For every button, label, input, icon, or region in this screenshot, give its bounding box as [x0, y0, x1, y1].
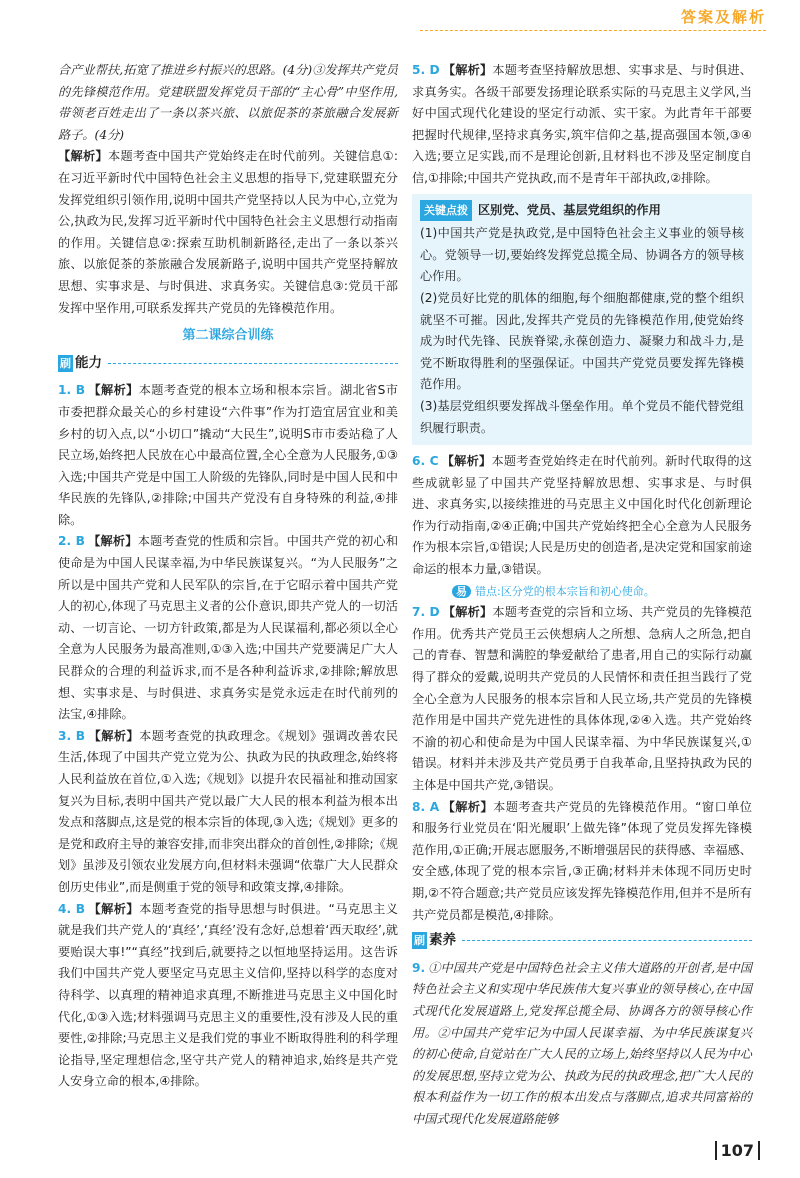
q8-text: 本题考查共产党员的先锋模范作用。“窗口单位和服务行业党员在‘阳光履职’上做先锋”体现了党员发挥先锋模范作用,①正确;开展志愿服务,不断增强居民的获得感、幸福感、安全感,体现了党的根本宗旨,③正确;材料并未体现不同历史时期,②不符合题意;共产党员应该发挥先锋模范作用,但并不是所有共产党员都是模范,④排除。 — [412, 799, 752, 922]
q1-number: 1. B — [58, 383, 86, 398]
question-1 — [58, 380, 398, 531]
q7-text: 本题考查党的宗旨和立场、共产党员的先锋模范作用。优秀共产党员王云侠想病人之所想、急病人之所急,把自己的青春、智慧和满腔的挚爱献给了患者,用自己的实际行动赢得了群众的爱戴,说明共产党员的人民情怀和责任担当践行了党全心全意为人民服务的根本宗旨和人民立场,共产党员的先锋模范作用是中国共产党先进性的具体体现,②④入选。共产党始终不渝的初心和使命是为中国人民谋幸福、为中华民族谋复兴,①错误。材料并未涉及共产党员勇于自我革命,且坚持执政为民的主体是中国共产党,③错误。 — [412, 605, 752, 792]
q7-tag: 【解析】 — [442, 605, 493, 620]
q6-text: 本题考查党始终走在时代前列。新时代取得的这些成就彰显了中国共产党坚持解放思想、实事求是、与时俱进、求真务实,以接续推进的马克思主义中国化时代化创新理论作为行动指南,②④正确;中国共产党始终把全心全意为人民服务作为根本宗旨,①错误;人民是历史的创造者,是决定党和国家前途命运的根本力量,③错误。 — [412, 454, 752, 577]
q5-tag: 【解析】 — [442, 63, 493, 77]
brush-icon: 刷 — [60, 357, 71, 371]
q1-text: 本题考查党的根本立场和根本宗旨。湖北省S市市委把群众最关心的乡村建设“六件事”作为打造宜居宜业和美乡村的切入点,以“小切口”撬动“大民生”,说明S市市委站稳了人民立场,始终把人民放在心中最高位置,全心全意为人民服务,①③入选;中国共产党是中国工人阶级的先锋队,同时是中国人民和中华民族的先锋队,②排除;中国共产党没有自身特殊的利益,④排除。 — [58, 383, 398, 527]
header-title: 答案及解析 — [680, 8, 766, 26]
header-divider — [420, 30, 766, 31]
q2-text: 本题考查党的性质和宗旨。中国共产党的初心和使命是为中国人民谋幸福,为中华民族谋复兴。“为人民服务”之所以是中国共产党和人民军队的宗旨,在于它昭示着中国共产党人的初心,体现了马克思主义者的公仆意识,即共产党人的一切活动、一切言论、一切方针政策,都是为人民谋福利,都必须以全心全意为人民服务为最高准则,①③入选;中国共产党要满足广大人民群众的合理的利益诉求,而不是各种利益诉求,②排除;解放思想、实事求是、与时俱进、求真务实是党永远走在时代前列的法宝,④排除。 — [58, 534, 399, 722]
q4-tag: 【解析】 — [88, 901, 140, 916]
left-column — [58, 60, 398, 1093]
easy-error-icon: 易 — [452, 585, 471, 598]
q8-number: 8. A — [412, 799, 440, 814]
page-number — [715, 1141, 760, 1160]
q4-text: 本题考查党的指导思想与时俱进。“马克思主义就是我们共产党人的‘真经’,‘真经’没有念好,总想着‘西天取经’,就要贻误大事!”“真经”找到后,就要持之以恒地坚持运用。这告诉我们中国共产党人要坚定马克思主义信仰,坚持以科学的态度对待科学、以真理的精神追求真理,不断推进马克思主义中国化时代化,①③入选;材料强调马克思主义的重要性,没有涉及人民的重要性,②排除;马克思主义是我们党的事业不断取得胜利的科学理论指导,坚定理想信念,坚守共产党人的精神追求,始终是共产党人安身立命的根本,④排除。 — [58, 901, 398, 1089]
question-4 — [58, 899, 398, 1093]
right-column — [412, 60, 752, 1131]
q6-number: 6. C — [412, 454, 439, 469]
analysis-tag: 【解析】 — [58, 149, 108, 164]
dashed-divider — [108, 363, 398, 364]
literacy-title: 素养 — [429, 932, 456, 949]
dashed-divider — [462, 940, 752, 941]
q9-text: ①中国共产党是中国特色社会主义伟大道路的开创者,是中国特色社会主义和实现中华民族伟大复兴事业的领导核心,在中国式现代化发展道路上,党发挥总揽全局、协调各方的领导核心作用。②中国共产党牢记为中国人民谋幸福、为中华民族谋复兴的初心使命,自觉站在广大人民的立场上,始终坚持以人民为中心的发展思想,坚持立党为公、执政为民的执政理念,把广大人民的根本利益作为一切工作的根本出发点与落脚点,追求共同富裕的中国式现代化发展道路能够 — [412, 960, 752, 1126]
key-point-label: 关键点拨 — [420, 200, 472, 222]
key-point-box — [412, 194, 752, 446]
easy-error-note — [452, 581, 752, 603]
ability-title: 能力 — [75, 354, 102, 371]
brush-icon: 刷 — [414, 934, 425, 948]
key-point-1: (1)中国共产党是执政党,是中国特色社会主义事业的领导核心。党领导一切,要始终发挥党总揽全局、协调各方的领导核心作用。 — [420, 226, 744, 284]
q2-number: 2. B — [58, 534, 85, 549]
literacy-header — [412, 930, 752, 952]
key-point-3: (3)基层党组织要发挥战斗堡垒作用。单个党员不能代替党组织履行职责。 — [420, 398, 744, 435]
q3-tag: 【解析】 — [88, 728, 140, 743]
q6-tag: 【解析】 — [441, 454, 492, 469]
page-number-text: 107 — [715, 1141, 760, 1160]
q2-tag: 【解析】 — [87, 534, 138, 549]
q8-tag: 【解析】 — [442, 799, 494, 814]
question-3 — [58, 726, 398, 899]
q4-number: 4. B — [58, 901, 86, 916]
question-7 — [412, 602, 752, 796]
ability-header — [58, 353, 398, 375]
key-point-title — [420, 200, 744, 222]
question-6 — [412, 451, 752, 581]
q9-number: 9. — [412, 960, 426, 975]
intro-answer: 合产业帮扶,拓宽了推进乡村振兴的思路。(4分)③发挥共产党员的先锋模范作用。党建联盟发挥党员干部的“主心骨”中坚作用,带领老百姓走出了一条以茶兴旅、以旅促茶的茶旅融合发展新路子。(4分) — [58, 63, 398, 142]
question-8 — [412, 797, 752, 927]
question-5 — [412, 60, 752, 190]
section-title: 第二课综合训练 — [182, 328, 274, 344]
key-point-heading: 区别党、党员、基层党组织的作用 — [478, 202, 661, 217]
key-point-2: (2)党员好比党的肌体的细胞,每个细胞都健康,党的整个组织就坚不可摧。因此,发挥共产党员的先锋模范作用,使党始终成为时代先锋、民族脊梁,永葆创造力、凝聚力和战斗力,是党不断取得胜利的坚强保证。中国共产党党员要发挥先锋模范作用。 — [420, 290, 744, 392]
q3-number: 3. B — [58, 728, 86, 743]
analysis-text: 本题考查中国共产党始终走在时代前列。关键信息①:在习近平新时代中国特色社会主义思想的指导下,党建联盟充分发挥党组织引领作用,说明中国共产党坚持以人民为中心,立党为公,执政为民,发挥习近平新时代中国特色社会主义思想行动指南的作用。关键信息②:探索互助机制新路径,走出了一条以茶兴旅、以旅促茶的茶旅融合发展新路子,说明中国共产党坚持解放思想、实事求是、与时俱进、求真务实。关键信息③:党员干部发挥中坚作用,可联系发挥共产党员的先锋模范作用。 — [58, 149, 398, 315]
question-2 — [58, 531, 398, 725]
intro-analysis — [58, 146, 398, 319]
question-9 — [412, 958, 752, 1131]
q5-number: 5. D — [412, 63, 440, 77]
q5-text: 本题考查坚持解放思想、实事求是、与时俱进、求真务实。各级干部要发扬理论联系实际的马克思主义学风,当好中国式现代化建设的坚定行动派、实干家。为此青年干部要把握时代规律,坚持求真务实,筑牢信仰之基,提高强国本领,③④入选;要立足实践,而不是理论创新,且材料也不涉及坚定制度自信,①排除;中国共产党执政,而不是青年干部执政,②排除。 — [412, 63, 752, 185]
q7-number: 7. D — [412, 605, 440, 620]
q3-text: 本题考查党的执政理念。《规划》强调改善农民生活,体现了中国共产党立党为公、执政为民的执政理念,始终将人民利益放在首位,①入选;《规划》以提升农民福祉和推动国家复兴为目标,表明中国共产党以最广大人民的根本利益为根本出发点和落脚点,这是党的根本宗旨的体现,③入选;《规划》更多的是党和政府主导的兼容安排,而非突出群众的首创性,②排除;《规划》虽涉及引领农业发展方向,但材料未强调“依靠广大人民群众创历史伟业”,而是侧重于党的领导和政策支撑,④排除。 — [58, 728, 399, 894]
q1-tag: 【解析】 — [88, 383, 139, 398]
easy-error-text: 错点:区分党的根本宗旨和初心使命。 — [475, 584, 655, 598]
